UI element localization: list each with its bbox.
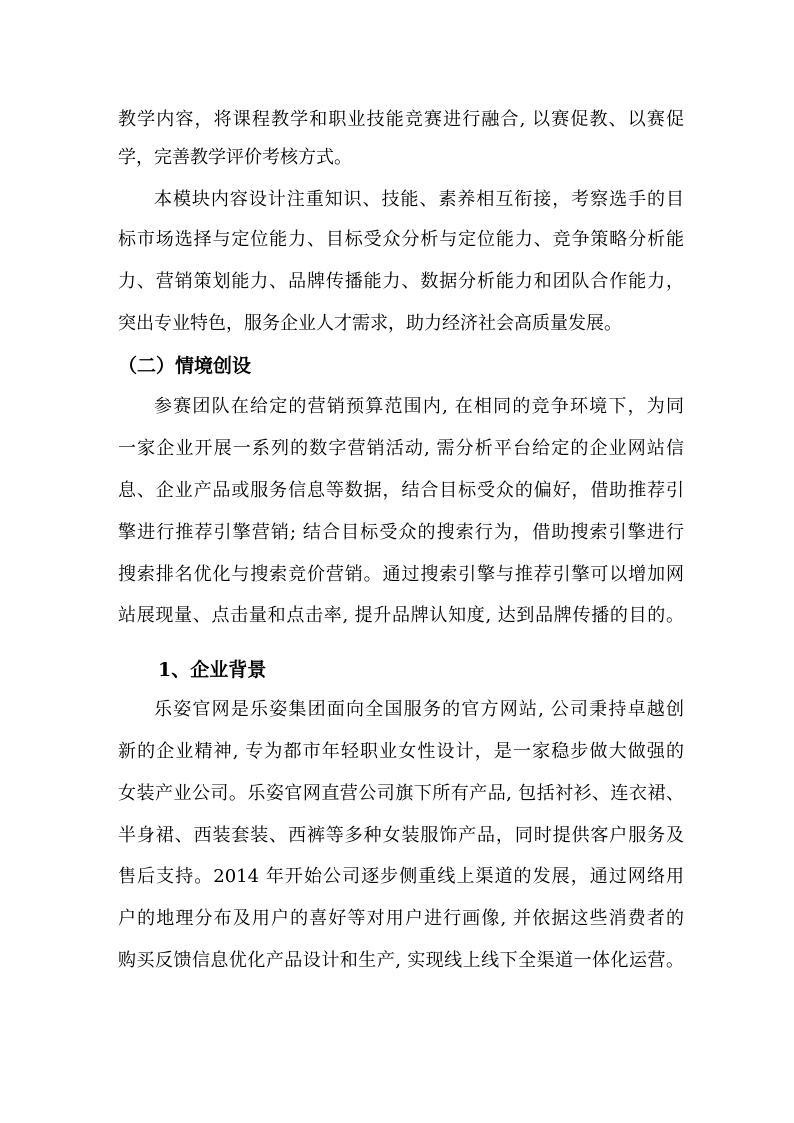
paragraph-line: 新的企业精神, 专为都市年轻职业女性设计，是一家稳步做大做强的 [118, 741, 684, 762]
paragraph-line: 女装产业公司。乐姿官网直营公司旗下所有产品, 包括衬衫、连衣裙、 [118, 783, 684, 804]
paragraph-line: 乐姿官网是乐姿集团面向全国服务的官方网站, 公司秉持卓越创 [154, 699, 684, 720]
paragraph-line: 参赛团队在给定的营销预算范围内, 在相同的竞争环境下，为同 [154, 396, 684, 417]
paragraph-line: 本模块内容设计注重知识、技能、素养相互衔接，考察选手的目 [154, 189, 684, 210]
paragraph-line: 户的地理分布及用户的喜好等对用户进行画像, 并依据这些消费者的 [118, 908, 684, 929]
paragraph-line: 站展现量、点击量和点击率, 提升品牌认知度, 达到品牌传播的目的。 [118, 605, 684, 626]
paragraph-line: 擎进行推荐引擎营销; 结合目标受众的搜索行为，借助搜索引擎进行 [118, 522, 684, 543]
paragraph-line: 半身裙、西装套装、西裤等多种女装服饰产品，同时提供客户服务及 [118, 825, 684, 846]
paragraph-line: 售后支持。2014 年开始公司逐步侧重线上渠道的发展，通过网络用 [118, 866, 684, 887]
paragraph-line: 购买反馈信息优化产品设计和生产, 实现线上线下全渠道一体化运营。 [118, 950, 684, 971]
paragraph-line: 力、营销策划能力、品牌传播能力、数据分析能力和团队合作能力， [118, 271, 684, 292]
section-heading: （二）情境创设 [118, 355, 252, 377]
paragraph-line: 教学内容，将课程教学和职业技能竞赛进行融合, 以赛促教、以赛促 [118, 109, 684, 130]
subsection-heading: 1、企业背景 [158, 659, 267, 681]
paragraph-line: 标市场选择与定位能力、目标受众分析与定位能力、竞争策略分析能 [118, 229, 684, 250]
paragraph-line: 搜索排名优化与搜索竞价营销。通过搜索引擎与推荐引擎可以增加网 [118, 564, 684, 585]
paragraph-line: 一家企业开展一系列的数字营销活动, 需分析平台给定的企业网站信 [118, 438, 684, 459]
paragraph-line: 息、企业产品或服务信息等数据，结合目标受众的偏好，借助推荐引 [118, 480, 684, 501]
paragraph-line: 学，完善教学评价考核方式。 [118, 147, 352, 168]
paragraph-line: 突出专业特色，服务企业人才需求，助力经济社会高质量发展。 [118, 313, 622, 334]
